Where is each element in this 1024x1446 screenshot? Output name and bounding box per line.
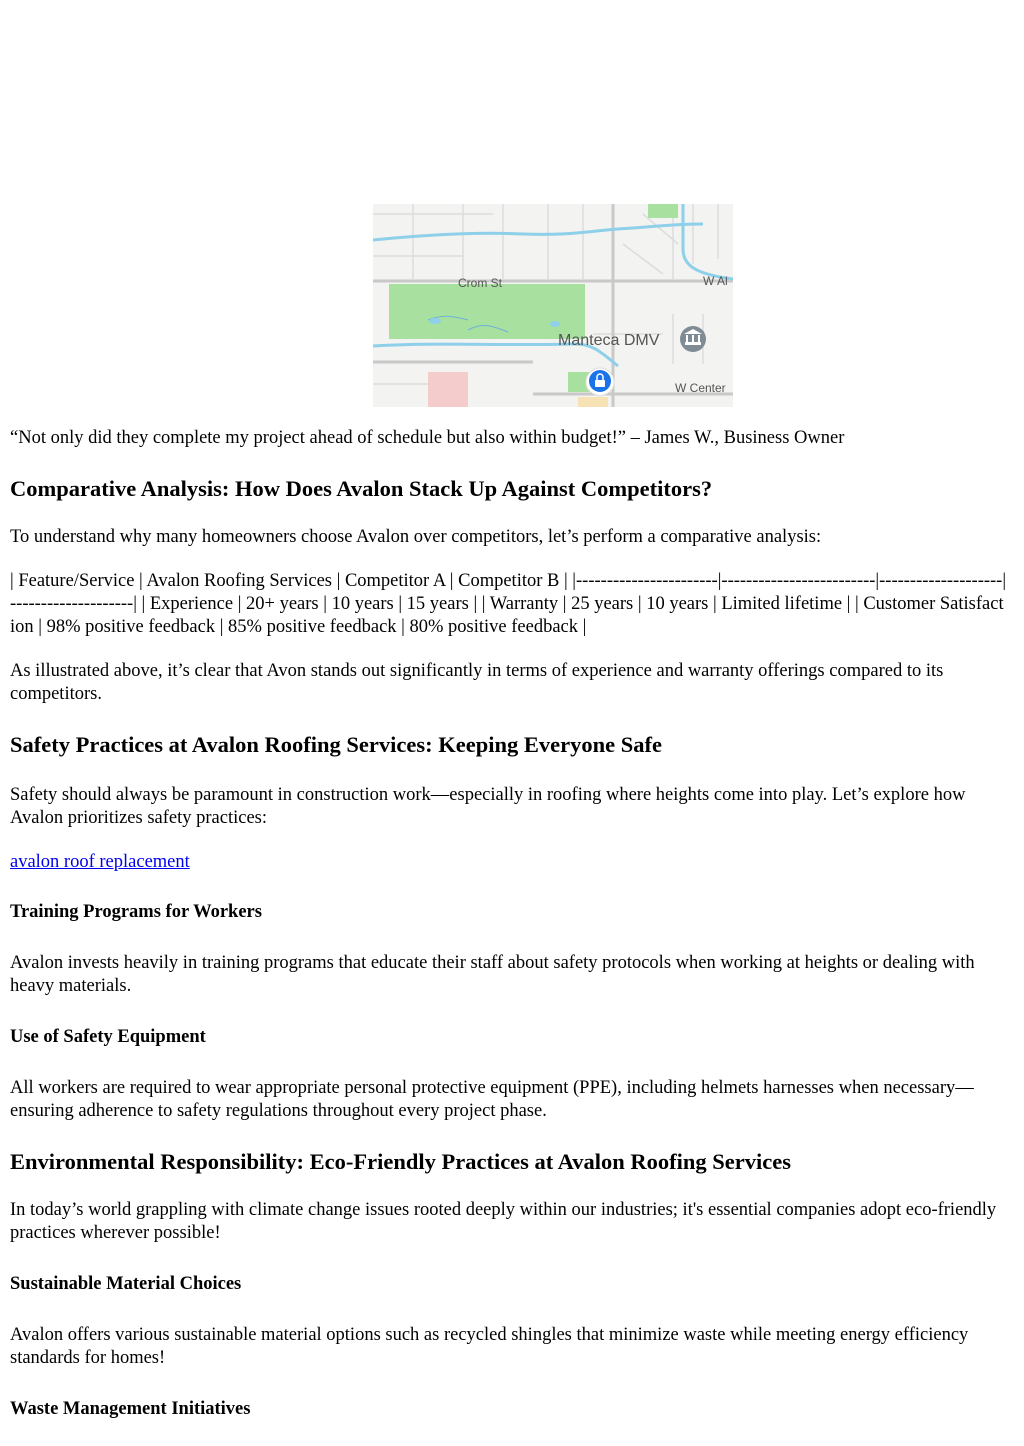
map-canvas <box>373 204 733 407</box>
equipment-text: All workers are required to wear appropriate personal protective equipment (PPE), including helmets harnesses when necessary—ensuring adherence to safety regulations throughout every project phase. <box>10 1078 974 1121</box>
map-label-manteca-dmv: Manteca DMV <box>558 332 660 349</box>
environment-heading: Environmental Responsibility: Eco-Friendly Practices at Avalon Roofing Services <box>10 1149 791 1174</box>
location-map[interactable] <box>373 204 733 407</box>
comparative-conclusion: As illustrated above, it’s clear that Avon stands out significantly in terms of experience and warranty offerings compared to its competitors. <box>10 661 944 704</box>
park-area <box>389 284 585 339</box>
safety-intro: Safety should always be paramount in construction work—especially in roofing where heights come into play. Let’s explore how Avalon prioritizes safety practices: <box>10 785 966 828</box>
lock-pin-icon[interactable] <box>586 368 614 396</box>
map-label-w-center: W Center <box>675 381 726 395</box>
environment-intro: In today’s world grappling with climate change issues rooted deeply within our industries; it's essential companies adopt eco-friendly practices wherever possible! <box>10 1200 997 1243</box>
equipment-heading: Use of Safety Equipment <box>10 1027 206 1047</box>
comparison-table-text: | Feature/Service | Avalon Roofing Services | Competitor A | Competitor B | |-----------------------|-------------------------|--------------------|--------------------| | Experience | 20+ years | 10 years | 15 years | | Warranty | 25 years | 10 years | Limited lifetime | | Customer Satisfaction | 98% positive feedback | 85% positive feedback | 80% positive feedback | <box>10 571 1007 637</box>
waste-heading: Waste Management Initiatives <box>10 1399 251 1419</box>
material-heading: Sustainable Material Choices <box>10 1274 242 1294</box>
training-text: Avalon invests heavily in training programs that educate their staff about safety protocols when working at heights or dealing with heavy materials. <box>10 953 975 996</box>
avalon-roof-replacement-link[interactable]: avalon roof replacement <box>10 852 190 872</box>
material-text: Avalon offers various sustainable material options such as recycled shingles that minimize waste while meeting energy efficiency standards for homes! <box>10 1325 969 1368</box>
map-label-w-al: W Al <box>703 274 728 288</box>
comparative-heading: Comparative Analysis: How Does Avalon Stack Up Against Competitors? <box>10 476 713 501</box>
safety-heading: Safety Practices at Avalon Roofing Services: Keeping Everyone Safe <box>10 732 662 757</box>
training-heading: Training Programs for Workers <box>10 902 262 922</box>
testimonial-quote: “Not only did they complete my project ahead of schedule but also within budget!” – James W., Business Owner <box>10 428 845 448</box>
map-label-crom-st: Crom St <box>458 276 503 290</box>
comparative-intro: To understand why many homeowners choose Avalon over competitors, let’s perform a comparative analysis: <box>10 527 822 547</box>
government-building-icon[interactable] <box>680 326 706 352</box>
